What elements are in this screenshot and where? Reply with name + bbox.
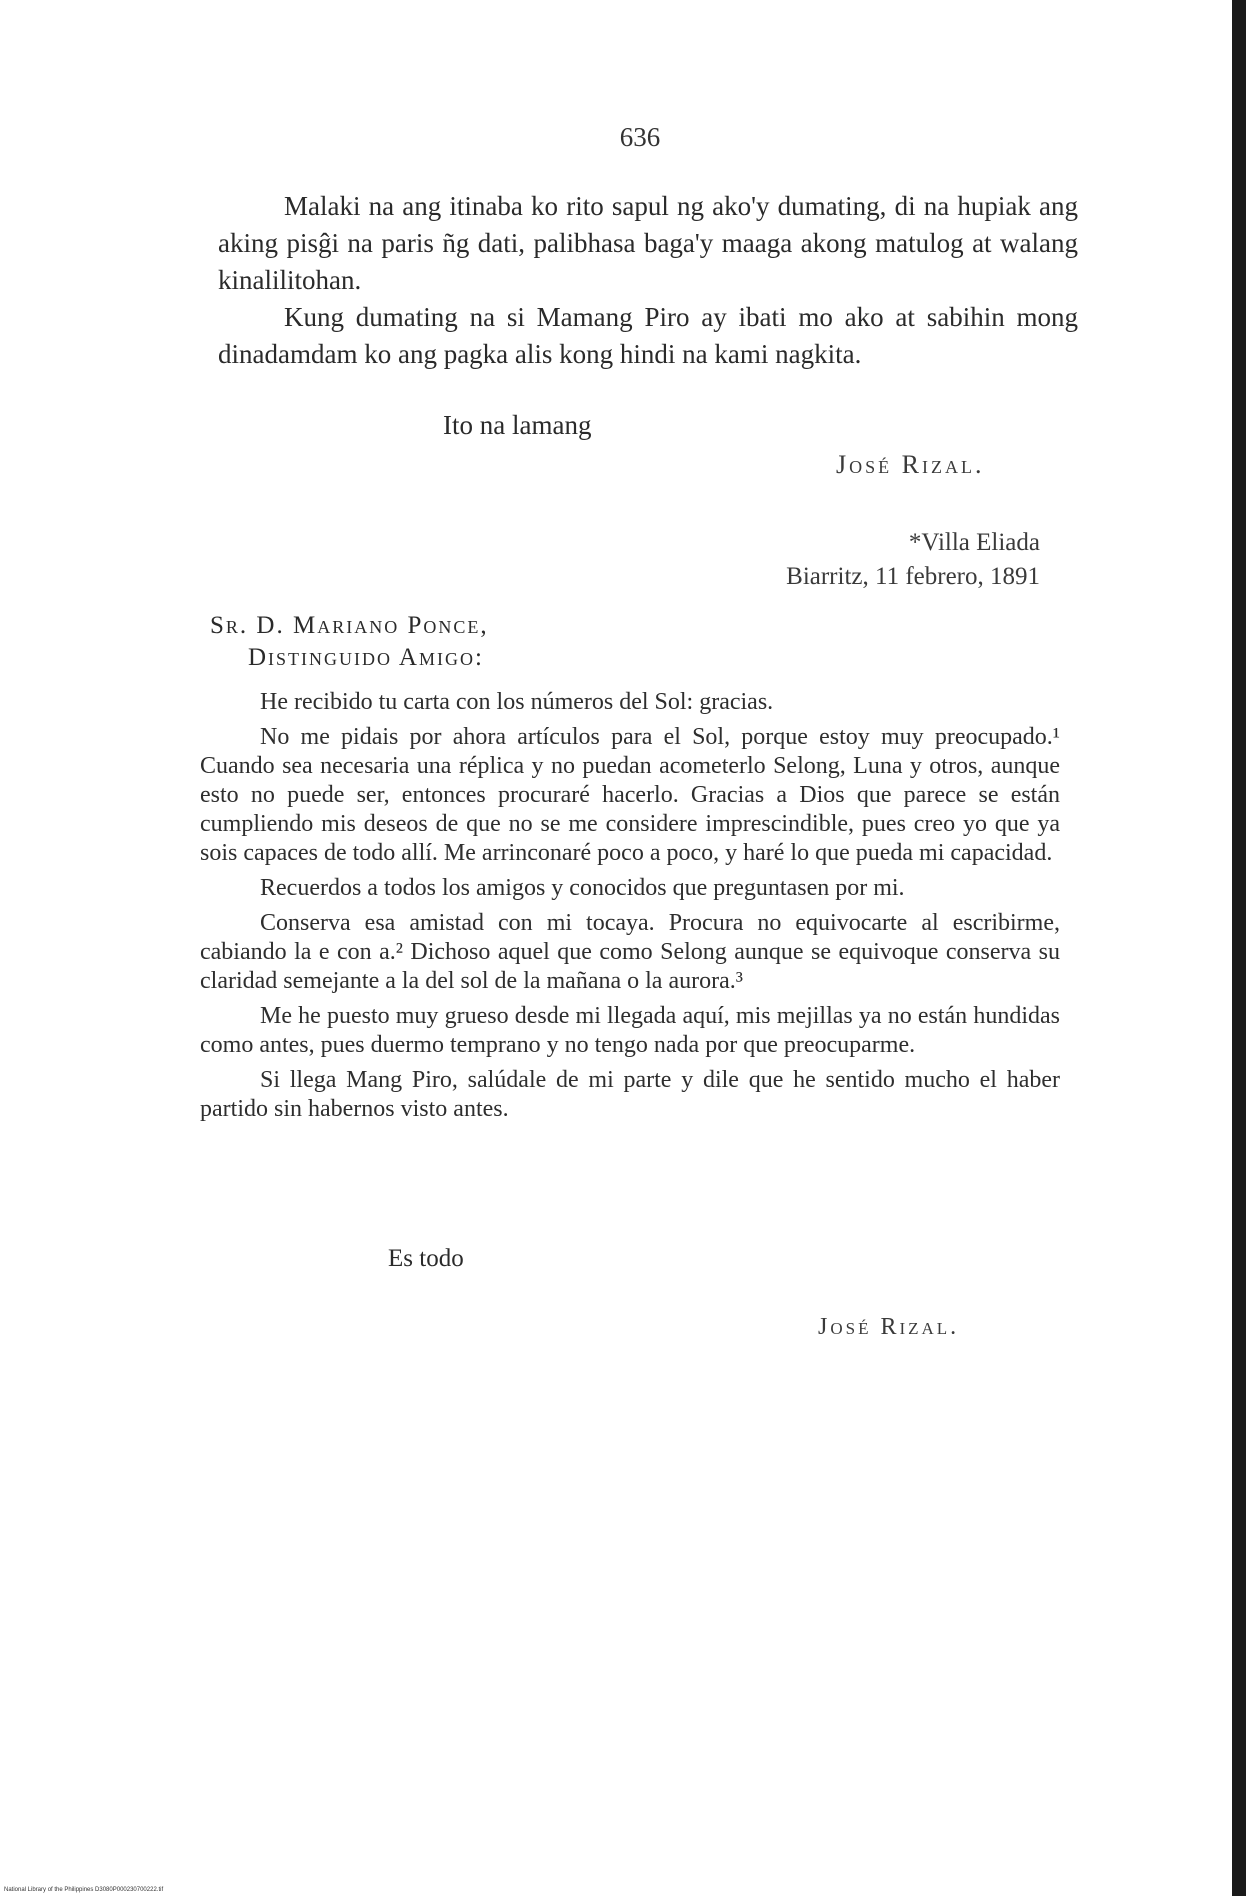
letter-place-date bbox=[786, 526, 1040, 594]
letter-date: Biarritz, 11 febrero, 1891 bbox=[786, 563, 1040, 590]
salutation-greeting: Distinguido Amigo: bbox=[248, 644, 484, 671]
spanish-paragraph: Si llega Mang Piro, salúdale de mi parte y dile que he sentido mucho el haber partido sin habernos visto antes. bbox=[200, 1067, 1060, 1122]
letter-place: *Villa Eliada bbox=[908, 529, 1040, 556]
tagalog-paragraph: Kung dumating na si Mamang Piro ay ibati mo ako at sabihin mong dinadamdam ko ang pagka alis kong hindi na kami nagkita. bbox=[218, 302, 1078, 369]
tagalog-signature: José Rizal. bbox=[836, 450, 985, 479]
tagalog-paragraph: Malaki na ang itinaba ko rito sapul ng ako'y dumating, di na hupiak ang aking pisĝi na paris ñg dati, palibhasa baga'y maaga akong matulog at walang kinalilitohan. bbox=[218, 191, 1078, 295]
spanish-letter-body bbox=[200, 688, 1060, 1130]
page-number: 636 bbox=[619, 122, 661, 152]
spanish-paragraph: Recuerdos a todos los amigos y conocidos que preguntasen por mi. bbox=[260, 875, 905, 901]
spanish-paragraph: Conserva esa amistad con mi tocaya. Procura no equivocarte al escribirme, cabiando la e con a.² Dichoso aquel que como Selong aunque se equivoque conserva su claridad semejante a la del sol de la mañana o la aurora.³ bbox=[200, 910, 1060, 994]
spanish-closing: Es todo bbox=[388, 1245, 464, 1272]
spanish-paragraph: No me pidais por ahora artículos para el Sol, porque estoy muy preocupado.¹ Cuando sea necesaria una réplica y no puedan acometerlo Selong, Luna y otros, aunque esto no puede ser, entonces procuraré hacerlo. Gracias a Dios que parece se están cumpliendo mis deseos de que no se me considere imprescindible, pues creo yo que ya sois capaces de todo allí. Me arrinconaré poco a poco, y haré lo que pueda mi capacidad. bbox=[200, 724, 1060, 866]
salutation bbox=[210, 610, 489, 674]
scan-edge-shadow bbox=[1232, 0, 1246, 1896]
salutation-addressee: Sr. D. Mariano Ponce, bbox=[210, 612, 489, 639]
tagalog-letter-body bbox=[218, 188, 1078, 373]
spanish-signature: José Rizal. bbox=[818, 1314, 960, 1340]
scan-footer: National Library of the Philippines D3080P000230700222.tif bbox=[4, 1887, 164, 1893]
tagalog-closing: Ito na lamang bbox=[443, 410, 592, 440]
spanish-paragraph: Me he puesto muy grueso desde mi llegada aquí, mis mejillas ya no están hundidas como antes, pues duermo temprano y no tengo nada por que preocuparme. bbox=[200, 1003, 1060, 1058]
spanish-paragraph: He recibido tu carta con los números del Sol: gracias. bbox=[260, 689, 774, 715]
